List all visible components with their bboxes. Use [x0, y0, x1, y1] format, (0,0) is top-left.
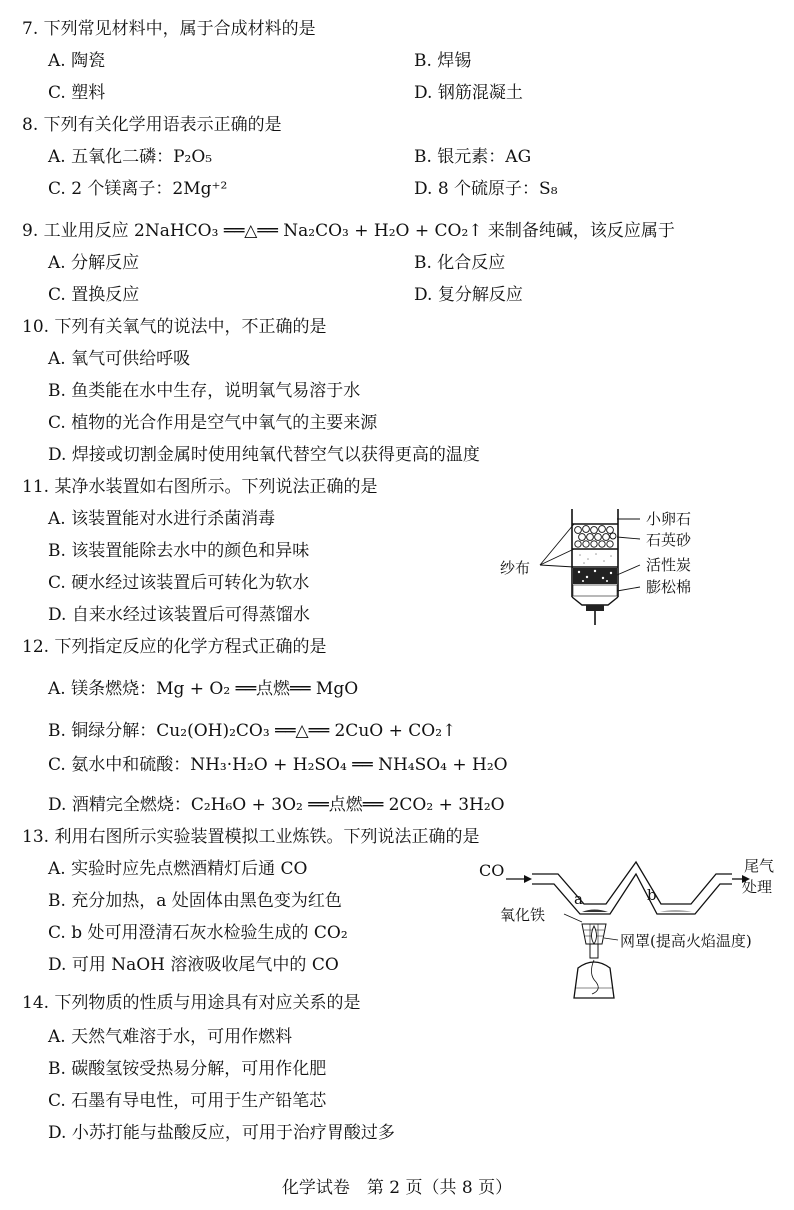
- q8-stem: 8. 下列有关化学用语表示正确的是: [22, 115, 282, 135]
- q14-option-a: A. 天然气难溶于水，可用作燃料: [48, 1027, 293, 1047]
- q7-option-a: A. 陶瓷: [48, 51, 106, 71]
- q9-option-d: D. 复分解反应: [414, 285, 523, 305]
- tail-gas-treatment-label: 处理: [742, 878, 773, 896]
- q11-option-d: D. 自来水经过该装置后可得蒸馏水: [48, 605, 310, 625]
- tail-gas-label: 尾气: [744, 857, 775, 875]
- q10-stem: 10. 下列有关氧气的说法中，不正确的是: [22, 317, 327, 337]
- cotton-label: 膨松棉: [646, 578, 692, 596]
- q13-stem: 13. 利用右图所示实验装置模拟工业炼铁。下列说法正确的是: [22, 827, 480, 847]
- q7-option-b: B. 焊锡: [414, 51, 472, 71]
- q11-option-c: C. 硬水经过该装置后可转化为软水: [48, 573, 310, 593]
- q8-option-b: B. 银元素：AG: [414, 147, 532, 167]
- q10-option-b: B. 鱼类能在水中生存，说明氧气易溶于水: [48, 381, 361, 401]
- q8-option-c: C. 2 个镁离子：2Mg⁺²: [48, 179, 228, 199]
- q14-stem: 14. 下列物质的性质与用途具有对应关系的是: [22, 993, 361, 1013]
- q13-option-b: B. 充分加热，a 处固体由黑色变为红色: [48, 891, 342, 911]
- q7-option-c: C. 塑料: [48, 83, 106, 103]
- activated-carbon-label: 活性炭: [646, 556, 692, 574]
- q11-stem: 11. 某净水装置如右图所示。下列说法正确的是: [22, 477, 378, 497]
- q10-option-d: D. 焊接或切割金属时使用纯氧代替空气以获得更高的温度: [48, 445, 480, 465]
- q13-option-d: D. 可用 NaOH 溶液吸收尾气中的 CO: [48, 955, 339, 975]
- net-cover-label: 网罩(提高火焰温度): [620, 932, 752, 950]
- q12-option-a: A. 镁条燃烧：Mg + O₂ ══点燃══ MgO: [48, 679, 359, 699]
- q9-option-b: B. 化合反应: [414, 253, 506, 273]
- water-filter-figure: [490, 505, 740, 630]
- q12-option-c: C. 氨水中和硫酸：NH₃·H₂O + H₂SO₄ ══ NH₄SO₄ + H₂O: [48, 755, 508, 775]
- position-b-label: b: [647, 886, 657, 904]
- q8-option-a: A. 五氧化二磷：P₂O₅: [48, 147, 213, 167]
- q9-option-c: C. 置换反应: [48, 285, 140, 305]
- q13-option-c: C. b 处可用澄清石灰水检验生成的 CO₂: [48, 923, 348, 943]
- co-label: CO: [479, 861, 505, 880]
- q10-option-c: C. 植物的光合作用是空气中氧气的主要来源: [48, 413, 378, 433]
- q11-option-b: B. 该装置能除去水中的颜色和异味: [48, 541, 310, 561]
- q9-stem: 9. 工业用反应 2NaHCO₃ ══△══ Na₂CO₃ + H₂O + CO₂↑ 来制备纯碱，该反应属于: [22, 221, 675, 241]
- position-a-label: a: [574, 890, 583, 908]
- q7-stem: 7. 下列常见材料中，属于合成材料的是: [22, 19, 316, 39]
- q14-option-b: B. 碳酸氢铵受热易分解，可用作化肥: [48, 1059, 327, 1079]
- iron-oxide-label: 氧化铁: [500, 906, 546, 924]
- q14-option-c: C. 石墨有导电性，可用于生产铅笔芯: [48, 1091, 327, 1111]
- q14-option-d: D. 小苏打能与盐酸反应，可用于治疗胃酸过多: [48, 1123, 395, 1143]
- q13-option-a: A. 实验时应先点燃酒精灯后通 CO: [48, 859, 308, 879]
- cloth-label: 纱布: [500, 559, 531, 577]
- q11-option-a: A. 该装置能对水进行杀菌消毒: [48, 509, 276, 529]
- q12-option-d: D. 酒精完全燃烧：C₂H₆O + 3O₂ ══点燃══ 2CO₂ + 3H₂O: [48, 795, 505, 815]
- pebble-label: 小卵石: [646, 510, 692, 528]
- q8-option-d: D. 8 个硫原子：S₈: [414, 179, 558, 199]
- q9-option-a: A. 分解反应: [48, 253, 140, 273]
- q12-option-b: B. 铜绿分解：Cu₂(OH)₂CO₃ ══△══ 2CuO + CO₂↑: [48, 721, 457, 741]
- iron-smelting-figure: [476, 852, 776, 1002]
- q7-option-d: D. 钢筋混凝土: [414, 83, 523, 103]
- page-footer: 化学试卷 第 2 页（共 8 页）: [281, 1178, 513, 1198]
- q12-stem: 12. 下列指定反应的化学方程式正确的是: [22, 637, 327, 657]
- quartz-sand-label: 石英砂: [646, 531, 692, 549]
- q10-option-a: A. 氧气可供给呼吸: [48, 349, 191, 369]
